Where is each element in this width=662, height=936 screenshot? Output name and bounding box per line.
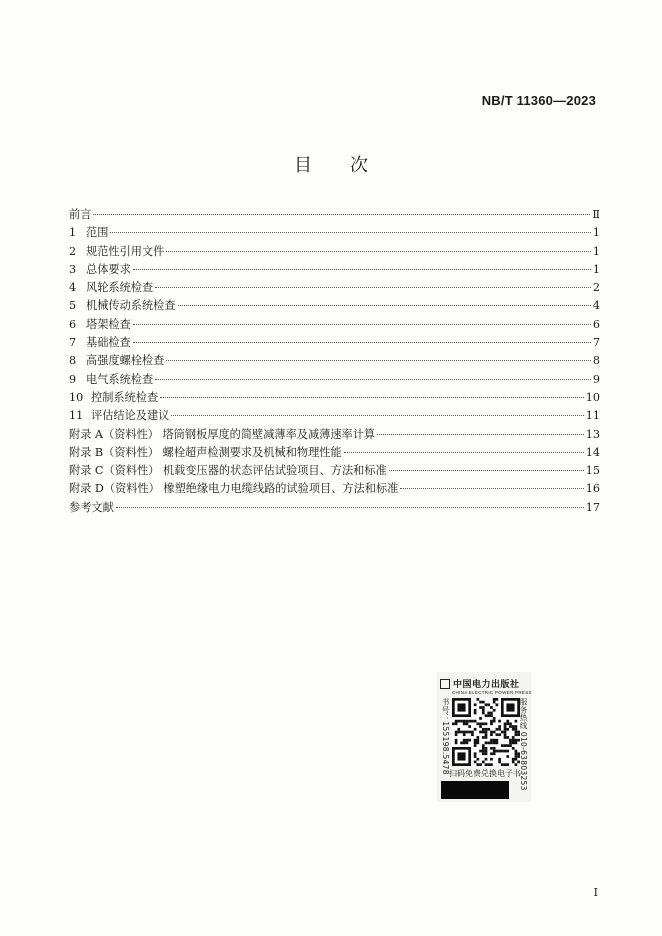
toc-entry-page: 1 [592, 262, 600, 276]
qr-code-icon[interactable] [452, 698, 520, 766]
toc-entry-label: 前言 [69, 208, 92, 221]
publisher-name-en: CHINA ELECTRIC POWER PRESS [452, 690, 532, 695]
toc-entry[interactable] [69, 480, 600, 498]
toc-leader-dots [133, 342, 591, 343]
toc-entry[interactable] [69, 243, 600, 261]
scan-instruction: 扫码免费兑换电子书 [449, 769, 521, 778]
toc-leader-dots [400, 488, 583, 489]
toc-entry-number: 6 [69, 317, 77, 331]
toc-entry[interactable] [69, 389, 600, 407]
toc-entry-number: 3 [69, 262, 77, 276]
toc-entry-page: 8 [592, 354, 600, 368]
toc-entry-number: 2 [69, 244, 77, 258]
toc-entry-label: 高强度螺栓检查 [86, 354, 165, 368]
toc-leader-dots [155, 287, 591, 288]
toc-entry-page: Ⅱ [592, 208, 600, 221]
toc-entry[interactable] [69, 426, 600, 444]
toc-leader-dots [171, 415, 583, 416]
toc-entry-label: 附录 B（资料性） 螺栓超声检测要求及机械和物理性能 [69, 445, 342, 459]
toc-entry-label: 机械传动系统检查 [86, 299, 176, 313]
standard-code: NB/T 11360—2023 [481, 93, 596, 108]
toc-entry-number: 7 [69, 336, 77, 350]
toc-leader-dots [116, 507, 584, 508]
toc-entry-page: 1 [592, 244, 600, 258]
toc-entry-page: 15 [585, 464, 600, 478]
toc-entry[interactable] [69, 279, 600, 297]
toc-entry-label: 控制系统检查 [91, 390, 159, 404]
toc-entry-number: 11 [69, 409, 84, 423]
toc-entry-label: 附录 A（资料性） 塔筒钢板厚度的简壁减薄率及减薄速率计算 [69, 427, 376, 441]
table-of-contents [69, 206, 600, 517]
toc-entry[interactable] [69, 334, 600, 352]
toc-entry[interactable] [69, 462, 600, 480]
isbn-text: 书号：155198.5478 [441, 698, 450, 775]
toc-entry[interactable] [69, 224, 600, 242]
redacted-code [441, 781, 509, 799]
toc-leader-dots [178, 305, 591, 306]
toc-entry-page: 1 [592, 226, 600, 240]
toc-entry[interactable] [69, 297, 600, 315]
toc-entry-label: 附录 C（资料性） 机载变压器的状态评估试验项目、方法和标准 [69, 464, 387, 478]
toc-entry-label: 塔架检查 [86, 317, 131, 331]
toc-leader-dots [166, 251, 591, 252]
toc-entry-label: 电气系统检查 [86, 372, 154, 386]
toc-entry-label: 规范性引用文件 [86, 244, 165, 258]
toc-entry[interactable] [69, 352, 600, 370]
toc-entry-number: 8 [69, 354, 77, 368]
toc-entry-number: 1 [69, 226, 77, 240]
publisher-logo-icon [440, 679, 450, 689]
toc-entry[interactable] [69, 316, 600, 334]
toc-entry[interactable] [69, 407, 600, 425]
toc-leader-dots [155, 379, 591, 380]
toc-entry[interactable] [69, 206, 600, 224]
toc-entry-label: 范围 [86, 226, 109, 240]
toc-entry-page: 10 [585, 390, 600, 404]
toc-title-char-2: 次 [350, 155, 368, 176]
toc-leader-dots [93, 214, 590, 215]
publisher-label: 中国电力出版社 [453, 680, 520, 690]
toc-entry-page: 2 [592, 281, 600, 295]
toc-leader-dots [377, 434, 584, 435]
publisher-name [440, 677, 528, 690]
toc-entry[interactable] [69, 261, 600, 279]
toc-entry-number: 10 [69, 390, 84, 404]
toc-title-char-1: 目 [294, 155, 312, 176]
toc-entry-page: 7 [592, 336, 600, 350]
toc-entry-label: 参考文献 [69, 500, 114, 514]
toc-leader-dots [344, 452, 584, 453]
toc-entry[interactable] [69, 371, 600, 389]
toc-entry-label: 风轮系统检查 [86, 281, 154, 295]
toc-leader-dots [166, 360, 591, 361]
toc-entry-number: 5 [69, 299, 77, 313]
hotline-text: 服务热线 010-63803253 [519, 698, 528, 791]
toc-leader-dots [110, 232, 590, 233]
toc-entry[interactable] [69, 499, 600, 517]
toc-entry-page: 16 [585, 482, 600, 496]
toc-leader-dots [389, 470, 584, 471]
toc-title [0, 151, 662, 177]
toc-entry-page: 6 [592, 317, 600, 331]
toc-entry[interactable] [69, 444, 600, 462]
toc-entry-page: 14 [585, 445, 600, 459]
toc-entry-page: 17 [585, 500, 600, 514]
toc-entry-label: 总体要求 [86, 262, 131, 276]
toc-leader-dots [133, 324, 591, 325]
page-number: I [593, 886, 598, 899]
toc-entry-page: 4 [592, 299, 600, 313]
toc-entry-label: 评估结论及建议 [91, 409, 170, 423]
toc-entry-label: 附录 D（资料性） 橡塑绝缘电力电缆线路的试验项目、方法和标准 [69, 482, 399, 496]
toc-entry-page: 9 [592, 372, 600, 386]
toc-entry-label: 基础检查 [86, 336, 131, 350]
toc-entry-number: 4 [69, 281, 77, 295]
toc-leader-dots [133, 269, 591, 270]
toc-entry-page: 13 [585, 427, 600, 441]
toc-leader-dots [160, 397, 584, 398]
toc-entry-number: 9 [69, 372, 77, 386]
toc-entry-page: 11 [585, 409, 600, 423]
